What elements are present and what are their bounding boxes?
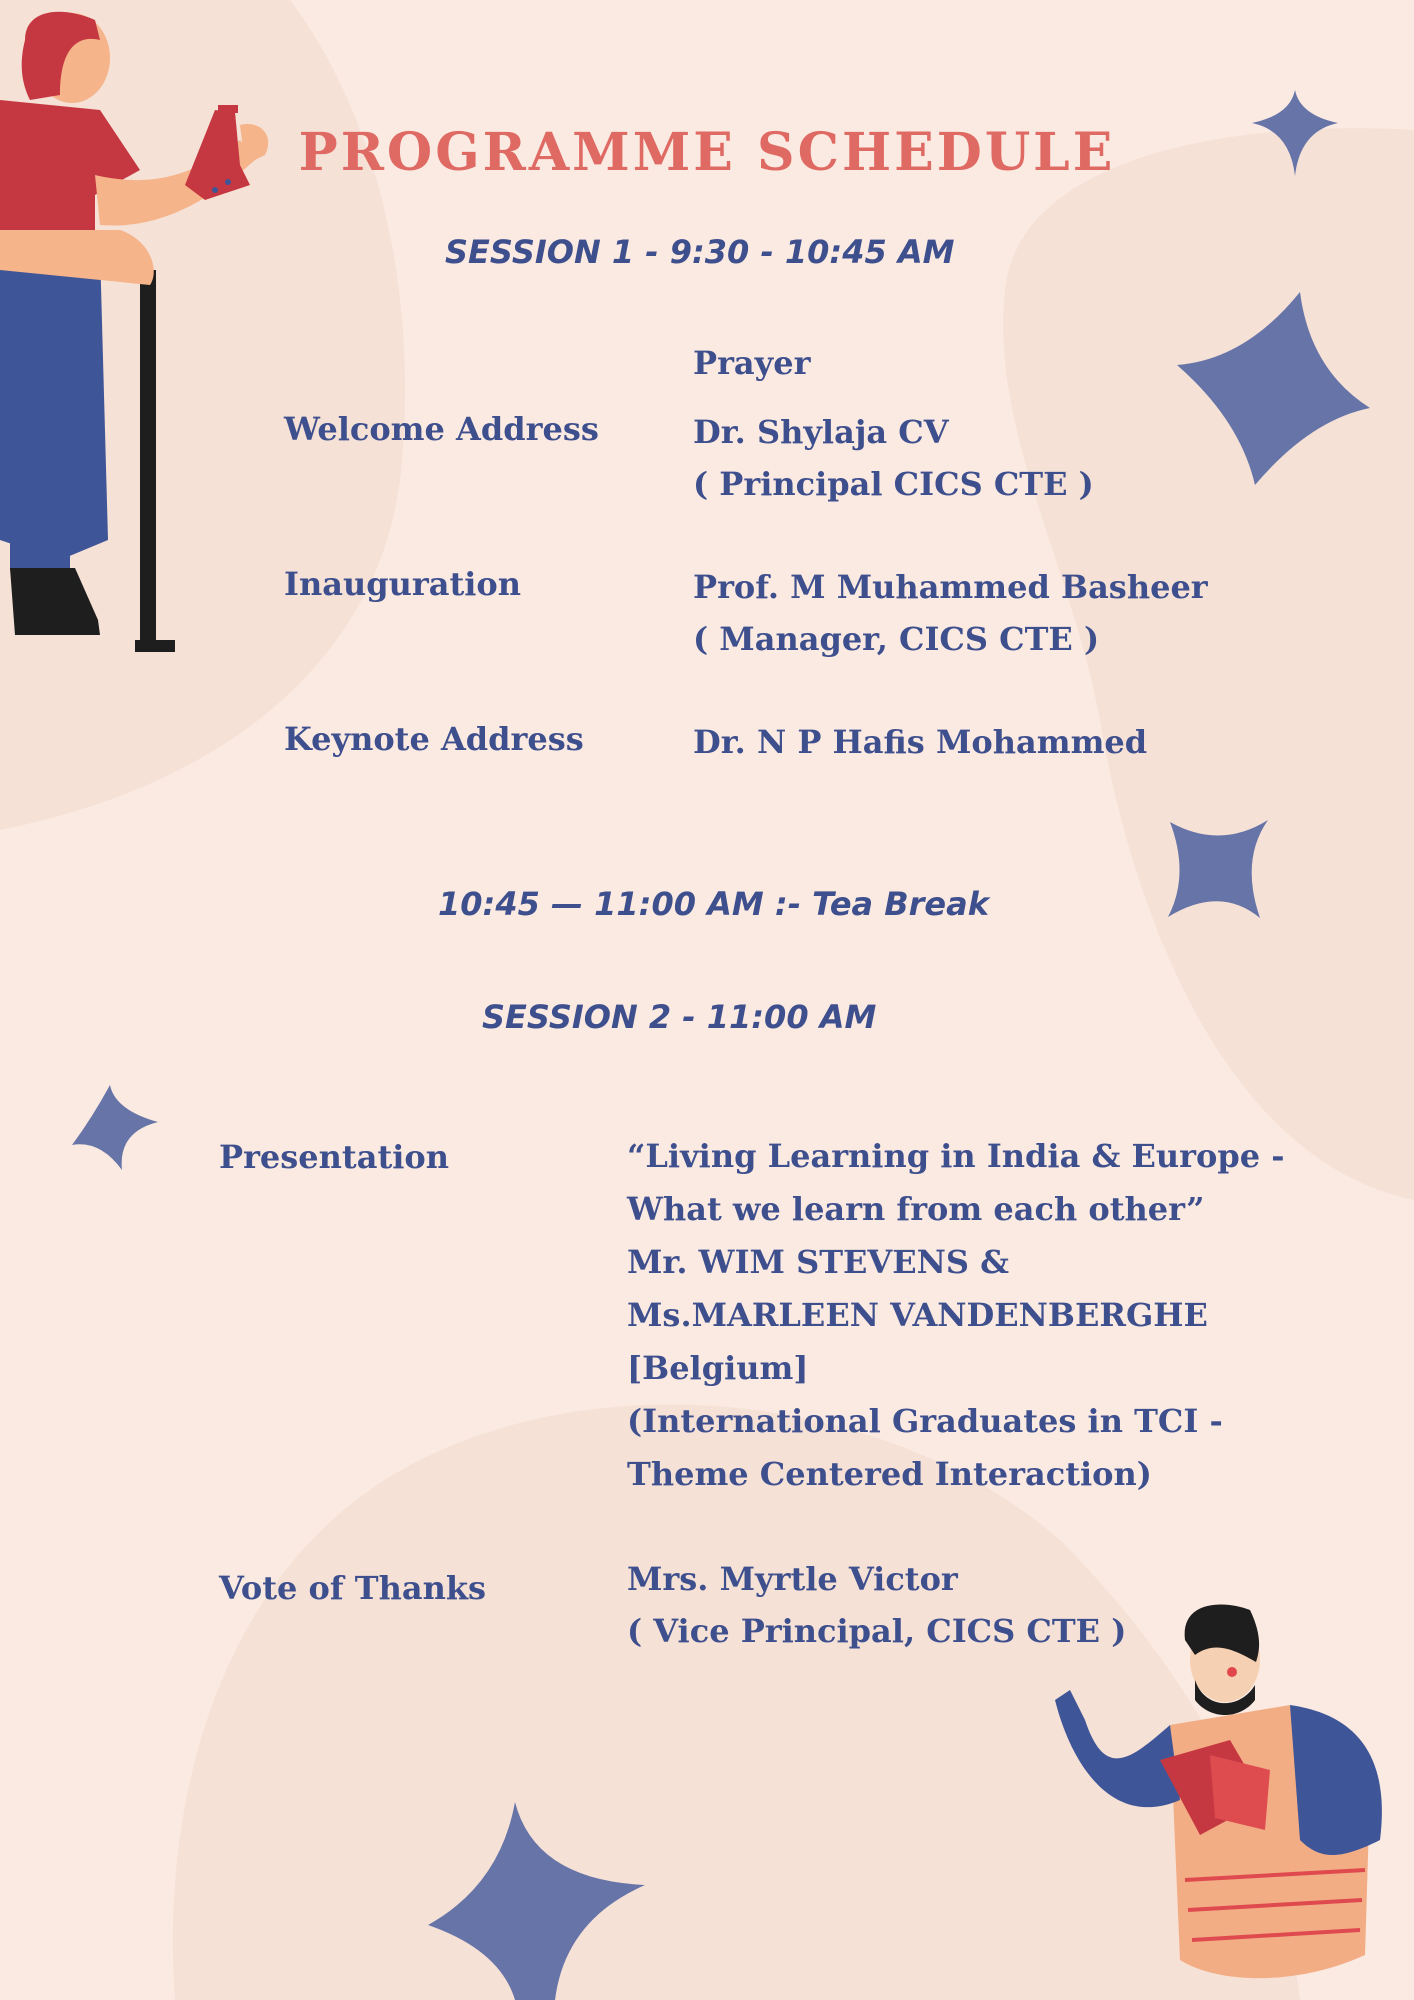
inauguration-line-2: ( Manager, CICS CTE ) xyxy=(693,620,1100,658)
session1-heading: SESSION 1 - 9:30 - 10:45 AM xyxy=(445,233,955,271)
inauguration-line-1: Prof. M Muhammed Basheer xyxy=(693,568,1208,606)
keynote-address-line-1: Dr. N P Hafis Mohammed xyxy=(693,723,1148,761)
presentation-line-3: Mr. WIM STEVENS & xyxy=(627,1243,1010,1281)
tea-break: 10:45 — 11:00 AM :- Tea Break xyxy=(438,885,989,923)
inauguration-speaker xyxy=(693,561,1208,665)
presentation-line-7: Theme Centered Interaction) xyxy=(627,1455,1152,1493)
welcome-address-line-1: Dr. Shylaja CV xyxy=(693,413,949,451)
session2-heading: SESSION 2 - 11:00 AM xyxy=(482,998,877,1036)
inauguration-label: Inauguration xyxy=(284,565,522,603)
star-icon xyxy=(72,1085,158,1170)
presentation-line-5: [Belgium] xyxy=(627,1349,809,1387)
presentation-line-6: (International Graduates in TCI - xyxy=(627,1402,1223,1440)
vote-of-thanks-line-1: Mrs. Myrtle Victor xyxy=(627,1560,958,1598)
keynote-address-label: Keynote Address xyxy=(284,720,584,758)
presentation-line-2: What we learn from each other” xyxy=(627,1190,1205,1228)
presentation-details xyxy=(627,1130,1285,1501)
welcome-address-speaker xyxy=(693,406,1094,510)
presentation-line-1: “Living Learning in India & Europe - xyxy=(627,1137,1285,1175)
page-title: PROGRAMME SCHEDULE xyxy=(298,122,1116,183)
vote-of-thanks-label: Vote of Thanks xyxy=(219,1569,487,1607)
vote-of-thanks-line-2: ( Vice Principal, CICS CTE ) xyxy=(627,1612,1127,1650)
welcome-address-label: Welcome Address xyxy=(284,410,599,448)
keynote-address-speaker xyxy=(693,716,1147,768)
presentation-line-4: Ms.MARLEEN VANDENBERGHE xyxy=(627,1296,1208,1334)
vote-of-thanks-speaker xyxy=(627,1553,1126,1657)
presentation-label: Presentation xyxy=(219,1138,449,1176)
prayer-label: Prayer xyxy=(693,344,811,382)
welcome-address-line-2: ( Principal CICS CTE ) xyxy=(693,465,1094,503)
